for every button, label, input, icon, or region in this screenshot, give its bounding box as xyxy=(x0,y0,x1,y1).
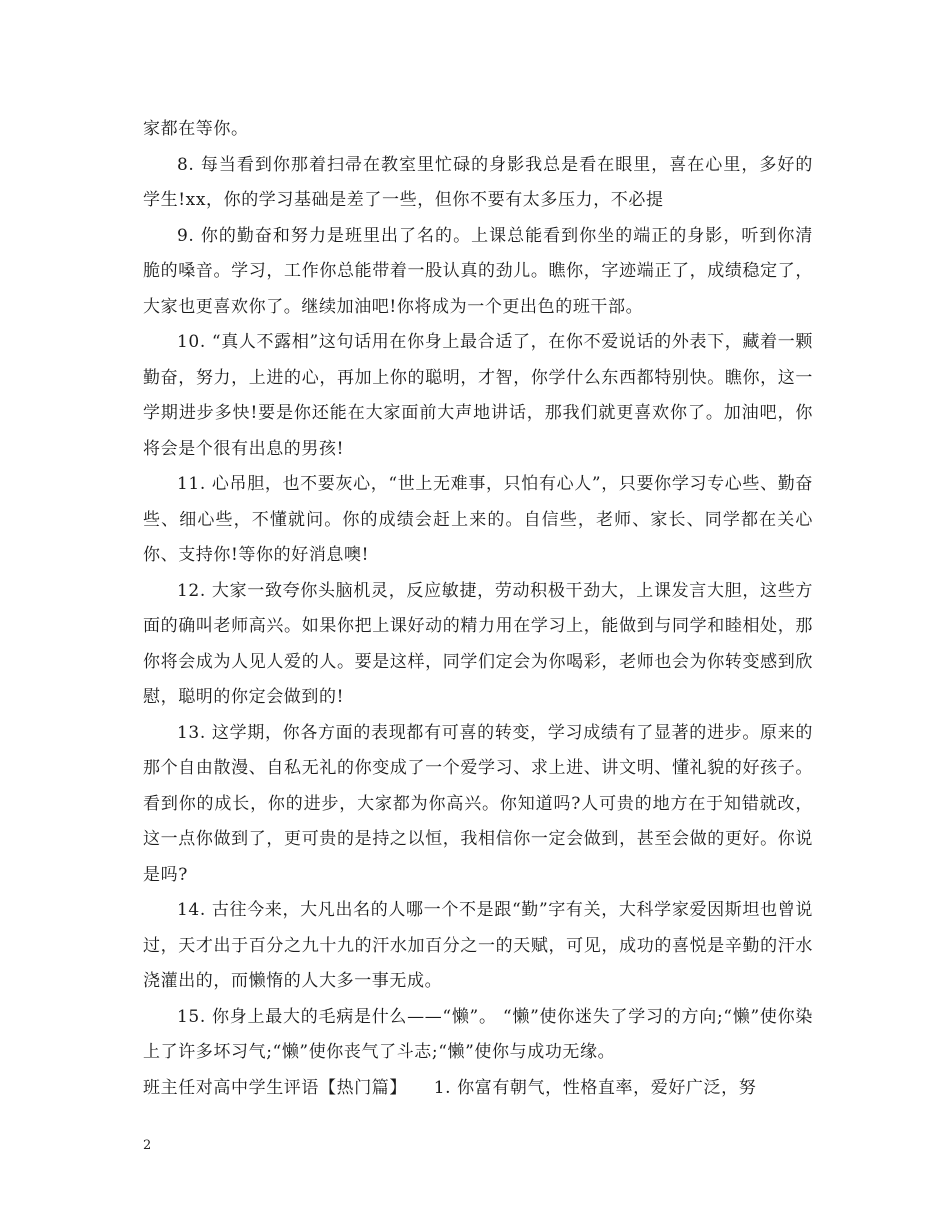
section-heading-line: 班主任对高中学生评语【热门篇】 1. 你富有朝气，性格直率，爱好广泛，努 xyxy=(143,1077,757,1098)
paragraph-item-11: 11. 心吊胆，也不要灰心，“世上无难事，只怕有心人”，只要你学习专心些、勤奋些、细心些，不懂就问。你的成绩会赶上来的。自信些，老师、家长、同学都在关心你、支持你!等你的好消息噢! xyxy=(143,474,813,565)
paragraph-item-15: 15. 你身上最大的毛病是什么——“懒”。 “懒”使你迷失了学习的方向;“懒”使你染上了许多坏习气;“懒”使你丧气了斗志;“懒”使你与成功无缘。 xyxy=(143,1006,813,1062)
paragraph-item-13: 13. 这学期，你各方面的表现都有可喜的转变，学习成绩有了显著的进步。原来的那个自由散漫、自私无礼的你变成了一个爱学习、求上进、讲文明、懂礼貌的好孩子。看到你的成长，你的进步，大家都为你高兴。你知道吗?人可贵的地方在于知错就改，这一点你做到了，更可贵的是持之以恒，我相信你一定会做到，甚至会做的更好。你说是吗? xyxy=(143,722,813,885)
document-body xyxy=(143,112,813,1106)
paragraph-item-12: 12. 大家一致夸你头脑机灵，反应敏捷，劳动积极干劲大，上课发言大胆，这些方面的确叫老师高兴。如果你把上课好动的精力用在学习上，能做到与同学和睦相处，那你将会成为人见人爱的人。要是这样，同学们定会为你喝彩，老师也会为你转变感到欣慰，聪明的你定会做到的! xyxy=(143,580,813,707)
page-number: 2 xyxy=(143,1138,152,1153)
paragraph-item-9: 9. 你的勤奋和努力是班里出了名的。上课总能看到你坐的端正的身影，听到你清脆的嗓音。学习，工作你总能带着一股认真的劲儿。瞧你，字迹端正了，成绩稳定了，大家也更喜欢你了。继续加油吧!你将成为一个更出色的班干部。 xyxy=(143,225,813,317)
paragraph-continuation: 家都在等你。 xyxy=(143,119,249,139)
paragraph-item-14: 14. 古往今来，大凡出名的人哪一个不是跟“勤”字有关，大科学家爱因斯坦也曾说过，天才出于百分之九十九的汗水加百分之一的天赋，可见，成功的喜悦是辛勤的汗水浇灌出的，而懒惰的人大多一事无成。 xyxy=(143,900,813,991)
paragraph-item-10: 10. “真人不露相”这句话用在你身上最合适了，在你不爱说话的外表下，藏着一颗勤奋，努力，上进的心，再加上你的聪明，才智，你学什么东西都特别快。瞧你，这一学期进步多快!要是你还能在大家面前大声地讲话，那我们就更喜欢你了。加油吧，你将会是个很有出息的男孩! xyxy=(143,332,813,459)
paragraph-item-8: 8. 每当看到你那着扫帚在教室里忙碌的身影我总是看在眼里，喜在心里，多好的学生!xx，你的学习基础是差了一些，但你不要有太多压力，不必提 xyxy=(143,154,813,210)
